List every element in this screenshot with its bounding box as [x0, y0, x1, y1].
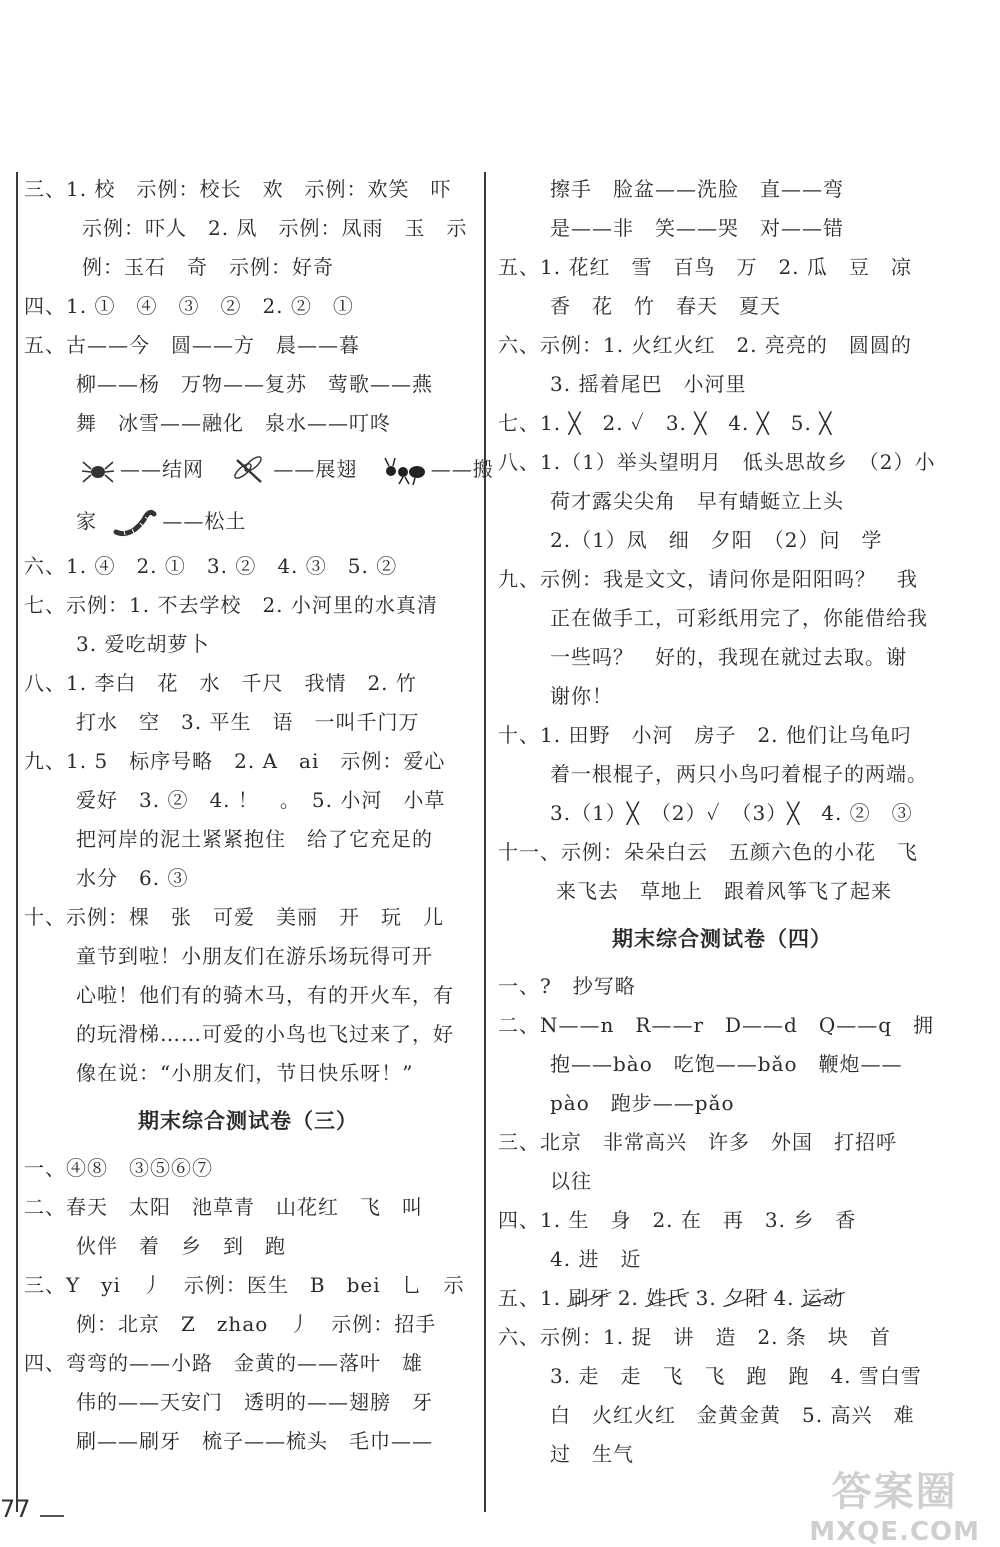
corrected-word: 姓氏 — [646, 1279, 688, 1318]
corrected-word: 刷牙 — [568, 1279, 610, 1318]
answer-line: 的玩滑梯……可爱的小鸟也飞过来了，好 — [76, 1022, 454, 1046]
answer-line: 水分 6. ③ — [76, 866, 189, 890]
q5-label: 五、1. — [498, 1286, 562, 1310]
section-heading-test-4: 期末综合测试卷（四） — [612, 927, 832, 951]
answer-line: 八、1. 李白 花 水 千尺 我情 2. 竹 — [24, 671, 417, 695]
answer-line: 例：北京 Z zhao 丿 示例：招手 — [76, 1312, 437, 1336]
answer-line: 3. 走 走 飞 飞 跑 跑 4. 雪白雪 — [550, 1364, 922, 1388]
answer-line: 把河岸的泥土紧紧抱住 给了它充足的 — [76, 827, 433, 851]
answer-line: 擦手 脸盆——洗脸 直——弯 — [550, 177, 844, 201]
answer-line: 舞 冰雪——融化 泉水——叮咚 — [76, 411, 391, 435]
answer-line: 3.（1）╳ （2）✓ （3）╳ 4. ② ③ — [550, 801, 913, 825]
answer-line: 三、北京 非常高兴 许多 外国 打招呼 — [498, 1130, 897, 1154]
right-column — [498, 170, 946, 1474]
answer-line: 十一、示例：朵朵白云 五颜六色的小花 飞 — [498, 840, 918, 864]
answer-line: 打水 空 3. 平生 语 一叫千门万 — [76, 710, 420, 734]
answer-line: 示例：吓人 2. 凤 示例：凤雨 玉 示 — [82, 216, 468, 240]
left-margin-rule — [16, 172, 18, 1512]
answer-line: 六、示例：1. 火红火红 2. 亮亮的 圆圆的 — [498, 333, 912, 357]
answer-line: 四、1. 生 身 2. 在 再 3. 乡 香 — [498, 1208, 857, 1232]
answer-line: 香 花 竹 春天 夏天 — [550, 294, 781, 318]
answer-line: 过 生气 — [550, 1442, 634, 1466]
animal-match-line — [24, 443, 494, 495]
answer-line: 来飞去 草地上 跟着风筝飞了起来 — [556, 879, 892, 903]
answer-line: 三、1. 校 示例：校长 欢 示例：欢笑 吓 — [24, 177, 452, 201]
q5-label: 2. — [617, 1286, 639, 1310]
answer-line: 是——非 笑——哭 对——错 — [550, 216, 844, 240]
ant-icon — [383, 456, 427, 486]
answer-line: 三、Y yi 丿 示例：医生 B bei 乚 示 — [24, 1273, 465, 1297]
answer-line: 正在做手工，可彩纸用完了，你能借给我 — [550, 606, 928, 630]
answer-line: 一些吗？ 好的，我现在就过去取。谢 — [550, 645, 907, 669]
match-text-earthworm: ——松土 — [162, 509, 247, 533]
watermark-logo: 答案圈 — [831, 1469, 958, 1515]
column-divider — [484, 172, 486, 1512]
answer-line: 柳——杨 万物——复苏 莺歌——燕 — [76, 372, 433, 396]
answer-line: 四、1. ① ④ ③ ② 2. ② ① — [24, 294, 354, 318]
answer-line: 一、④⑧ ③⑤⑥⑦ — [24, 1156, 213, 1180]
answer-line: 伙伴 着 乡 到 跑 — [76, 1234, 286, 1258]
answer-line: 像在说：“小朋友们，节日快乐呀！” — [76, 1061, 414, 1085]
answer-line: 六、示例：1. 捉 讲 造 2. 条 块 首 — [498, 1325, 891, 1349]
answer-line-corrections — [498, 1279, 946, 1318]
answer-line: 谢你！ — [550, 684, 613, 708]
answer-line: 3. 摇着尾巴 小河里 — [550, 372, 747, 396]
answer-line: 七、示例：1. 不去学校 2. 小河里的水真清 — [24, 593, 438, 617]
answer-line: 一、? 抄写略 — [498, 974, 636, 998]
earthworm-icon — [112, 508, 158, 538]
answer-line: 二、N——n R——r D——d Q——q 拥 — [498, 1013, 935, 1037]
match-text-home: 家 — [76, 509, 97, 533]
answer-line: 八、1.（1）举头望明月 低头思故乡 （2）小 — [498, 450, 936, 474]
match-text-spider: ——结网 — [120, 457, 204, 481]
answer-line: 九、1. 5 标序号略 2. A ai 示例：爱心 — [24, 749, 446, 773]
answer-line: 例：玉石 奇 示例：好奇 — [82, 255, 334, 279]
dragonfly-icon — [229, 456, 269, 486]
corrected-word: 夕阳 — [724, 1279, 766, 1318]
answer-line: 荷才露尖尖角 早有蜻蜓立上头 — [550, 489, 844, 513]
answer-line: 十、示例：棵 张 可爱 美丽 开 玩 儿 — [24, 905, 444, 929]
answer-line: 九、示例：我是文文，请问你是阳阳吗？ 我 — [498, 567, 918, 591]
corrected-word: 运动 — [802, 1279, 844, 1318]
answer-line: pào 跑步——pǎo — [550, 1091, 735, 1115]
animal-match-line — [24, 495, 472, 547]
answer-line: 2.（1）凤 细 夕阳 （2）问 学 — [550, 528, 883, 552]
answer-line: 抱——bào 吃饱——bǎo 鞭炮—— — [550, 1052, 903, 1076]
answer-line: 刷——刷牙 梳子——梳头 毛巾—— — [76, 1429, 433, 1453]
answer-line: 伟的——天安门 透明的——翅膀 牙 — [76, 1390, 433, 1414]
answer-line: 爱好 3. ② 4. ！ 。 5. 小河 小草 — [76, 788, 446, 812]
page-number: 77 — [0, 1495, 31, 1523]
answer-line: 3. 爱吃胡萝卜 — [76, 632, 210, 656]
answer-line: 4. 进 近 — [550, 1247, 642, 1271]
section-heading-test-3: 期末综合测试卷（三） — [138, 1109, 358, 1133]
answer-line: 以往 — [550, 1169, 592, 1193]
watermark — [809, 1460, 980, 1547]
match-text-dragonfly: ——展翅 — [273, 457, 358, 481]
page-number-rule — [40, 1515, 64, 1517]
answer-line: 着一根棍子，两只小鸟叼着棍子的两端。 — [550, 762, 928, 786]
match-text-ant: ——搬 — [430, 457, 494, 481]
answer-line: 五、1. 花红 雪 百鸟 万 2. 瓜 豆 凉 — [498, 255, 912, 279]
answer-line: 二、春天 太阳 池草青 山花红 飞 叫 — [24, 1195, 423, 1219]
answer-line: 五、古——今 圆——方 晨——暮 — [24, 333, 360, 357]
watermark-url: MXQE.COM — [809, 1517, 980, 1547]
answer-line: 六、1. ④ 2. ① 3. ② 4. ③ 5. ② — [24, 554, 398, 578]
spider-icon — [80, 457, 116, 485]
answer-line: 心啦！他们有的骑木马，有的开火车，有 — [76, 983, 454, 1007]
answer-line: 七、1. ╳ 2. ✓ 3. ╳ 4. ╳ 5. ╳ — [498, 411, 833, 435]
q5-label: 3. — [695, 1286, 717, 1310]
answer-line: 童节到啦！小朋友们在游乐场玩得可开 — [76, 944, 433, 968]
left-column — [24, 170, 494, 1461]
answer-line: 四、弯弯的——小路 金黄的——落叶 雄 — [24, 1351, 423, 1375]
answer-line: 白 火红火红 金黄金黄 5. 高兴 难 — [550, 1403, 915, 1427]
answer-line: 十、1. 田野 小河 房子 2. 他们让乌龟叼 — [498, 723, 912, 747]
q5-label: 4. — [773, 1286, 795, 1310]
